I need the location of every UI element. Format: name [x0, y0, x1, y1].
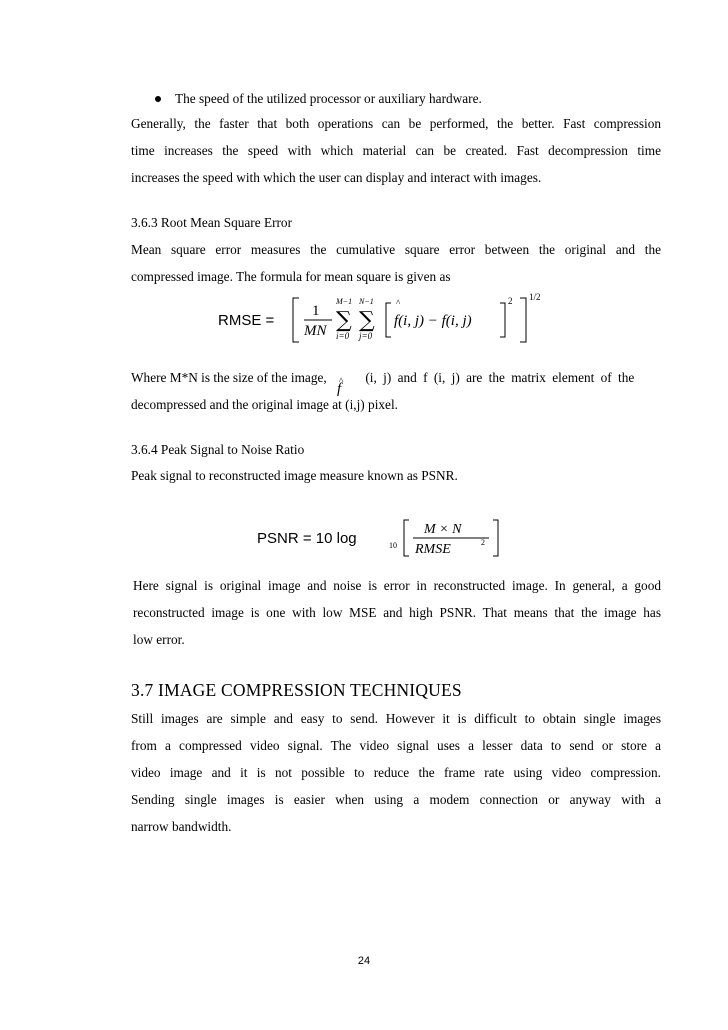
- sum1-icon: ∑: [336, 308, 352, 333]
- psnr-formula: [257, 516, 507, 560]
- rmse-lhs: RMSE =: [218, 312, 275, 329]
- paragraph-line: reconstructed image is one with low MSE and high PSNR. That means that the image has: [133, 605, 661, 620]
- paragraph-line: video image and it is not possible to reduce the frame rate using video compression.: [131, 765, 661, 780]
- where-line-1: [131, 364, 661, 397]
- paragraph-rmse: [131, 236, 661, 290]
- left-bracket-icon: [293, 298, 299, 342]
- paragraph-line: time increases the speed with which material can be created. Fast decompression time: [131, 143, 661, 158]
- right-bracket-icon: [520, 298, 526, 342]
- bullet-dot-icon: [155, 96, 161, 102]
- rmse-num: 1: [312, 303, 320, 319]
- inner-right-bracket-icon: [500, 303, 505, 337]
- sum2-bot: j=0: [359, 331, 373, 341]
- inner-left-bracket-icon: [386, 303, 391, 337]
- hat-icon: ^: [396, 298, 401, 308]
- paragraph-line: Peak signal to reconstructed image measure known as PSNR.: [131, 468, 458, 483]
- where-text-a: Where M*N is the size of the image,: [131, 370, 327, 385]
- heading-rmse: 3.6.3 Root Mean Square Error: [131, 215, 293, 230]
- paragraph-psnr: [131, 462, 661, 489]
- heading-psnr: 3.6.4 Peak Signal to Noise Ratio: [131, 442, 305, 457]
- bullet-item: [155, 91, 482, 107]
- paragraph-line: from a compressed video signal. The video signal uses a lesser data to send or store a: [131, 738, 661, 753]
- hat-icon: ^: [339, 376, 344, 386]
- rmse-body: f(i, j) − f(i, j): [394, 313, 472, 329]
- paragraph-speed: [131, 110, 661, 191]
- page-number: 24: [357, 955, 371, 967]
- rmse-root: 1/2: [529, 292, 541, 302]
- sum2-top: N−1: [359, 297, 374, 306]
- psnr-base: 10: [389, 541, 397, 550]
- psnr-lhs: PSNR = 10 log: [257, 530, 357, 547]
- paragraph-line: Sending single images is easier when using a modem connection or anyway with a: [131, 792, 661, 807]
- paragraph-line: compressed image. The formula for mean square is given as: [131, 269, 451, 284]
- paragraph-line: Mean square error measures the cumulative square error between the original and the: [131, 242, 661, 257]
- paragraph-where: [131, 364, 661, 418]
- paragraph-line: Here signal is original image and noise is error in reconstructed image. In general, a good: [133, 578, 661, 593]
- bullet-text: The speed of the utilized processor or auxiliary hardware.: [175, 91, 482, 106]
- psnr-left-bracket-icon: [404, 520, 409, 556]
- sum2-icon: ∑: [359, 308, 375, 333]
- paragraph-techniques: [131, 705, 661, 840]
- paragraph-line: Generally, the faster that both operations can be performed, the better. Fast compression: [131, 116, 661, 131]
- psnr-right-bracket-icon: [493, 520, 498, 556]
- where-line-2: decompressed and the original image at (i,j) pixel.: [131, 397, 398, 412]
- paragraph-line: low error.: [133, 632, 185, 647]
- paragraph-line: narrow bandwidth.: [131, 819, 232, 834]
- where-text-b: (i, j) and f (i, j) are the matrix element of the: [365, 370, 635, 385]
- paragraph-line: Still images are simple and easy to send. However it is difficult to obtain single images: [131, 711, 661, 726]
- where-f: f: [337, 381, 342, 397]
- rmse-den: MN: [304, 323, 327, 339]
- psnr-num: M × N: [424, 522, 462, 537]
- psnr-square: 2: [481, 538, 485, 547]
- sum1-bot: i=0: [336, 331, 350, 341]
- psnr-den: RMSE: [415, 542, 451, 557]
- rmse-formula: [215, 290, 560, 348]
- rmse-square: 2: [508, 296, 513, 306]
- heading-techniques: 3.7 IMAGE COMPRESSION TECHNIQUES: [131, 680, 462, 700]
- paragraph-signal: [133, 572, 661, 653]
- sum1-top: M−1: [336, 297, 353, 306]
- paragraph-line: increases the speed with which the user can display and interact with images.: [131, 170, 542, 185]
